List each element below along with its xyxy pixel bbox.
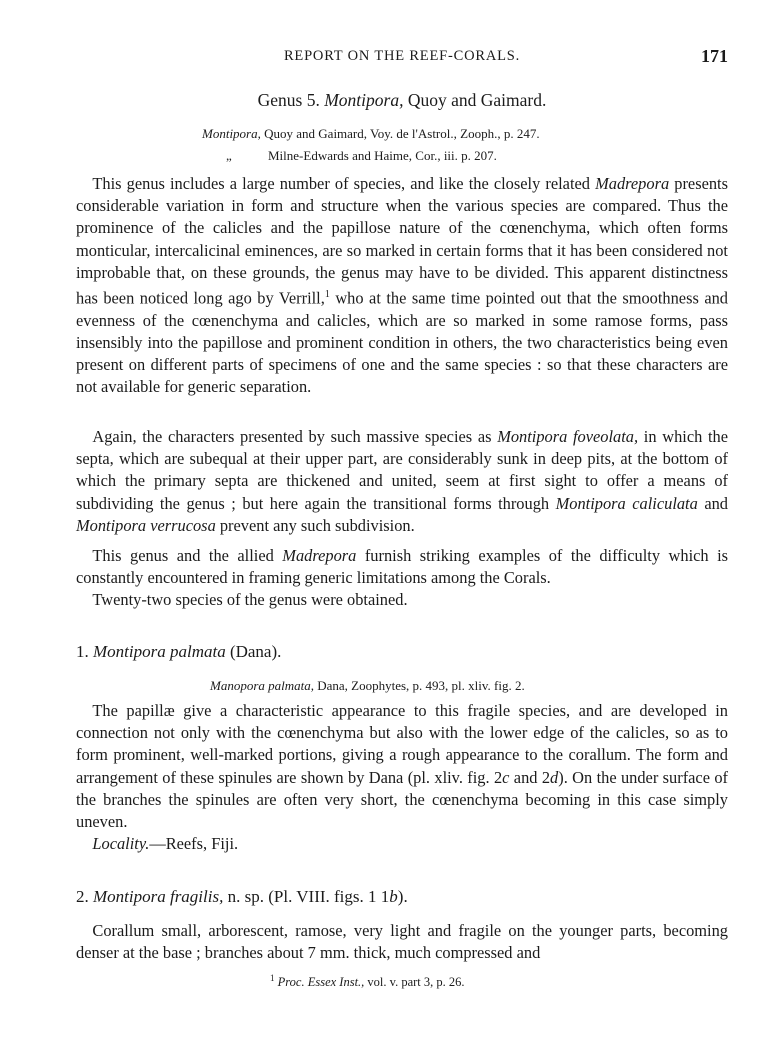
species-heading-2 — [76, 887, 408, 907]
footnote — [270, 973, 465, 990]
text-run: in which the septa, which are subequal at their upper part, are considerably sunk in deep pits, at the bottom of which the primary septa are thickened and united, seem at first sight to offer a means of subdividing the genus ; but here again the transitional forms through — [76, 427, 728, 513]
text-run: furnish striking examples of the difficulty which is constantly encountered in framing generic limitations among the Corals. — [76, 546, 729, 588]
synonym-name: Manopora palmata, — [210, 678, 314, 693]
taxon-name: Montipora verrucosa — [76, 515, 216, 535]
genus-name: Montipora, — [324, 90, 404, 110]
taxon-name: Madrepora — [282, 546, 357, 565]
species-name: Montipora fragilis, — [93, 887, 224, 906]
species-number: 1. — [76, 642, 93, 661]
running-header — [76, 46, 728, 70]
footnote-citation: vol. v. part 3, p. 26. — [364, 975, 465, 990]
locality-value: —Reefs, Fiji. — [149, 834, 239, 854]
text-run: The papillæ give a characteristic appearance to this fragile species, and are developed in connection not only with the cœnenchyma but also with the lower edge of the calicles, so as to form prominent, well-marked portions, giving a rough appearance to the corallum. The form and arrangement of these spinules are shown by Dana (pl. xliv. fig. 2 — [76, 701, 728, 787]
text-run: and — [697, 493, 729, 513]
genus-prefix: Genus 5. — [257, 90, 325, 110]
synonym-citation: Dana, Zoophytes, p. 493, pl. xliv. fig. 2. — [314, 678, 525, 693]
text-run: and 2 — [509, 767, 551, 787]
synonymy-genus: Montipora, — [202, 126, 261, 141]
page-number: 171 — [701, 46, 728, 66]
taxon-name: Madrepora — [595, 174, 670, 193]
synonymy-line-1 — [202, 126, 540, 142]
synonymy-line-2 — [226, 148, 497, 164]
text-run: This genus includes a large number of species, and like the closely related — [92, 174, 596, 193]
taxon-name: Montipora caliculata — [555, 493, 698, 513]
text-run: prevent any such subdivision. — [215, 515, 415, 535]
text-run: Corallum small, arborescent, ramose, very light and fragile on the younger parts, becoming denser at the base ; branches about 7 mm. thick, much compressed and — [76, 921, 728, 963]
synonymy-citation-2: Milne-Edwards and Haime, Cor., iii. p. 207. — [268, 148, 497, 163]
figure-letter: b — [389, 887, 398, 906]
paragraph-massive-species — [76, 426, 728, 537]
locality-label: Locality. — [92, 834, 150, 854]
species-name: Montipora palmata — [93, 642, 226, 661]
paragraph-species-count — [76, 589, 728, 611]
figure-letter: c — [502, 767, 510, 787]
genus-authors: Quoy and Gaimard. — [403, 90, 547, 110]
text-run: who at the same time pointed out that the smoothness and evenness of the cœnenchyma and calicles, which are so marked in some ramose forms, pass insensibly into the papillose and prominent condition in others, the two characteristics being even present on different parts of specimens of one and the same species : so that these characters are not available for generic separation. — [76, 288, 728, 397]
text-run: This genus and the allied — [92, 546, 283, 565]
running-title: REPORT ON THE REEF-CORALS. — [283, 48, 521, 64]
genus-heading — [76, 90, 728, 111]
figure-letter: d — [550, 767, 559, 787]
text-run: presents considerable variation in form and structure when the various species are compared. Thus the prominence of the calicles and the papillose nature of the cœnenchyma, which often forms monticular, intercalicinal eminences, are so marked in certain forms that it has been considered not improbable that, on these grounds, the genus may have to be divided. This apparent distinctness has been noticed long ago by Verrill, — [76, 174, 728, 308]
species-2-description — [76, 920, 728, 964]
species-number: 2. — [76, 887, 93, 906]
species-heading-1 — [76, 642, 281, 662]
ditto-mark: „ — [226, 148, 232, 163]
footnote-mark: 1 — [270, 973, 275, 983]
footnote-ref: 1 — [324, 289, 330, 301]
text-run: ). — [397, 887, 408, 906]
text-run: ). On the under surface of the branches the spinules are often very short, the cœnenchyma becoming in this case simply uneven. — [76, 767, 729, 832]
species-author: (Dana). — [225, 642, 282, 661]
text-run: Again, the characters presented by such massive species as — [92, 427, 498, 446]
paragraph-allied-genus — [76, 545, 728, 589]
species-1-synonymy — [210, 678, 525, 694]
synonymy-citation-1: Quoy and Gaimard, Voy. de l'Astrol., Zooph., p. 247. — [260, 126, 540, 141]
taxon-name: Montipora foveolata, — [497, 427, 639, 446]
footnote-source: Proc. Essex Inst., — [277, 975, 365, 990]
species-1-description — [76, 700, 728, 855]
species-author: n. sp. (Pl. VIII. figs. 1 1 — [223, 887, 390, 906]
paragraph-genus-description — [76, 173, 728, 399]
text-run: Twenty-two species of the genus were obtained. — [92, 590, 408, 609]
